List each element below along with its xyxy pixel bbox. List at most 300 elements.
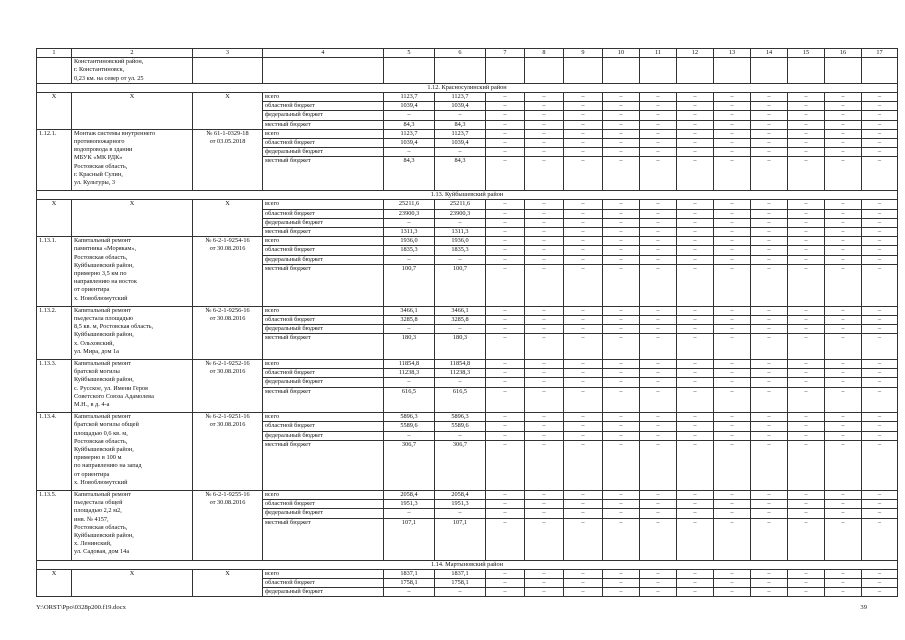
amount-cell: – (862, 120, 898, 129)
funding-source: всего (263, 129, 384, 138)
amount-cell: – (714, 209, 751, 218)
amount-cell: – (714, 148, 751, 157)
amount-year: 11854,8 (435, 360, 486, 369)
item-number: 1.13.5. (37, 491, 72, 561)
amount-cell: – (825, 209, 862, 218)
amount-cell: – (825, 422, 862, 431)
amount-cell: – (751, 93, 788, 102)
funding-source: всего (263, 569, 384, 578)
amount-cell: – (825, 111, 862, 120)
amount-cell: – (486, 387, 525, 413)
amount-cell: – (525, 93, 564, 102)
amount-total: – (384, 588, 435, 597)
amount-cell: – (486, 237, 525, 246)
section-title: 1.14. Мартыновский район (37, 560, 898, 569)
header-cell: 10 (603, 49, 640, 58)
object-name: Капитальный ремонт памятника «Морякам», Ростовская область, Куйбышевский район, примерно 3,5 км по направлению на восток от ориентира х. Новоблюмутский (72, 237, 193, 307)
amount-cell: – (788, 579, 825, 588)
amount-year: – (435, 378, 486, 387)
amount-cell: – (751, 422, 788, 431)
item-number (37, 58, 72, 84)
funding-source: федеральный бюджет (263, 588, 384, 597)
amount-cell: – (525, 422, 564, 431)
amount-cell: – (751, 218, 788, 227)
funding-source: областной бюджет (263, 102, 384, 111)
amount-cell: – (486, 111, 525, 120)
amount-cell: – (640, 148, 677, 157)
amount-cell: – (862, 157, 898, 191)
amount-cell: – (525, 387, 564, 413)
amount-cell: – (751, 139, 788, 148)
amount-year: 1039,4 (435, 102, 486, 111)
funding-source: всего (263, 491, 384, 500)
item-number: Х (37, 569, 72, 597)
amount-cell: – (603, 306, 640, 315)
amount-total (384, 58, 435, 84)
header-cell: 3 (193, 49, 263, 58)
amount-cell (564, 58, 603, 84)
header-cell: 15 (788, 49, 825, 58)
amount-cell: – (788, 500, 825, 509)
amount-year: 107,1 (435, 518, 486, 560)
amount-cell: – (564, 569, 603, 578)
amount-cell: – (603, 334, 640, 360)
amount-cell: – (714, 431, 751, 440)
amount-cell: – (825, 246, 862, 255)
amount-cell: – (751, 111, 788, 120)
amount-cell: – (525, 148, 564, 157)
amount-cell: – (640, 500, 677, 509)
amount-cell: – (862, 500, 898, 509)
amount-cell: – (825, 360, 862, 369)
amount-cell: – (640, 387, 677, 413)
amount-cell: – (825, 369, 862, 378)
amount-total: 100,7 (384, 264, 435, 306)
amount-cell: – (714, 509, 751, 518)
amount-cell: – (564, 369, 603, 378)
funding-source: местный бюджет (263, 228, 384, 237)
amount-cell: – (862, 228, 898, 237)
amount-cell: – (677, 500, 714, 509)
amount-cell: – (486, 588, 525, 597)
amount-cell: – (714, 518, 751, 560)
amount-cell: – (825, 325, 862, 334)
amount-cell: – (825, 334, 862, 360)
amount-cell: – (525, 120, 564, 129)
amount-cell: – (788, 431, 825, 440)
amount-cell: – (564, 579, 603, 588)
amount-cell (751, 58, 788, 84)
amount-cell: – (751, 102, 788, 111)
amount-cell: – (525, 413, 564, 422)
table-row (37, 491, 898, 500)
table-row (37, 569, 898, 578)
amount-total: 23900,3 (384, 209, 435, 218)
amount-cell: – (825, 316, 862, 325)
amount-total: 84,3 (384, 120, 435, 129)
amount-cell: – (640, 228, 677, 237)
amount-cell: – (603, 139, 640, 148)
amount-cell: – (486, 360, 525, 369)
amount-cell: – (677, 139, 714, 148)
amount-cell: – (751, 440, 788, 490)
amount-cell: – (525, 264, 564, 306)
amount-cell: – (677, 422, 714, 431)
document-number: № 61-1-0329-18 от 03.05.2018 (193, 129, 263, 190)
budget-table-sheet (36, 48, 883, 597)
amount-cell: – (525, 306, 564, 315)
amount-cell: – (751, 369, 788, 378)
document-number: № 6-2-1-9255-16 от 30.08.2016 (193, 491, 263, 561)
header-cell: 9 (564, 49, 603, 58)
amount-cell: – (564, 237, 603, 246)
amount-cell: – (714, 264, 751, 306)
header-cell: 5 (384, 49, 435, 58)
amount-cell: – (525, 111, 564, 120)
amount-cell: – (525, 569, 564, 578)
amount-cell: – (862, 148, 898, 157)
document-number: Х (193, 93, 263, 130)
amount-cell: – (525, 237, 564, 246)
amount-cell: – (788, 102, 825, 111)
amount-cell: – (640, 200, 677, 209)
header-cell: 12 (677, 49, 714, 58)
amount-cell: – (525, 378, 564, 387)
amount-year: – (435, 111, 486, 120)
amount-cell: – (486, 518, 525, 560)
object-name: Х (72, 569, 193, 597)
amount-cell: – (640, 120, 677, 129)
amount-cell: – (603, 129, 640, 138)
amount-cell: – (677, 491, 714, 500)
amount-cell: – (564, 440, 603, 490)
amount-cell: – (862, 334, 898, 360)
amount-cell: – (751, 387, 788, 413)
amount-cell: – (825, 157, 862, 191)
amount-cell: – (564, 518, 603, 560)
amount-cell: – (751, 120, 788, 129)
amount-cell: – (603, 209, 640, 218)
amount-cell: – (525, 325, 564, 334)
amount-cell: – (486, 246, 525, 255)
amount-year: – (435, 218, 486, 227)
amount-cell: – (564, 218, 603, 227)
document-number: Х (193, 569, 263, 597)
amount-cell: – (564, 139, 603, 148)
document-number (193, 58, 263, 84)
amount-year: 616,5 (435, 387, 486, 413)
amount-cell: – (486, 440, 525, 490)
amount-cell: – (751, 569, 788, 578)
item-number: 1.13.4. (37, 413, 72, 491)
amount-cell: – (564, 387, 603, 413)
amount-cell: – (862, 237, 898, 246)
amount-total: 1311,3 (384, 228, 435, 237)
amount-cell: – (525, 579, 564, 588)
amount-year: 25211,6 (435, 200, 486, 209)
amount-cell: – (486, 255, 525, 264)
amount-cell: – (788, 387, 825, 413)
document-number: № 6-2-1-9254-16 от 30.08.2016 (193, 237, 263, 307)
amount-cell: – (751, 378, 788, 387)
amount-cell: – (825, 102, 862, 111)
amount-year: 3285,8 (435, 316, 486, 325)
funding-source: всего (263, 93, 384, 102)
amount-total: 1123,7 (384, 129, 435, 138)
section-row (37, 83, 898, 92)
amount-cell: – (525, 509, 564, 518)
amount-cell: – (862, 360, 898, 369)
amount-cell: – (603, 148, 640, 157)
amount-cell: – (862, 431, 898, 440)
amount-cell: – (788, 255, 825, 264)
object-name: Капитальный ремонт братской могилы общей площадью 0,6 кв. м, Ростовская область, Куйбышевский район, примерно в 100 м по направлению на запад от ориентира х. Новоблюмутский (72, 413, 193, 491)
amount-cell: – (640, 255, 677, 264)
funding-source: местный бюджет (263, 440, 384, 490)
amount-cell: – (640, 579, 677, 588)
amount-cell: – (677, 588, 714, 597)
section-row (37, 191, 898, 200)
amount-cell: – (825, 264, 862, 306)
amount-cell: – (677, 209, 714, 218)
amount-cell: – (486, 139, 525, 148)
amount-cell: – (714, 139, 751, 148)
amount-cell: – (640, 157, 677, 191)
amount-cell: – (564, 200, 603, 209)
amount-total: 11854,8 (384, 360, 435, 369)
header-cell: 1 (37, 49, 72, 58)
section-row (37, 560, 898, 569)
amount-total: 1039,4 (384, 139, 435, 148)
amount-cell: – (788, 334, 825, 360)
item-number: 1.12.1. (37, 129, 72, 190)
amount-cell: – (564, 500, 603, 509)
amount-cell: – (640, 431, 677, 440)
amount-cell: – (603, 579, 640, 588)
amount-cell: – (825, 518, 862, 560)
document-number: № 6-2-1-9252-16 от 30.08.2016 (193, 360, 263, 413)
amount-cell: – (486, 209, 525, 218)
amount-cell: – (788, 306, 825, 315)
amount-cell: – (825, 378, 862, 387)
amount-total: 1835,3 (384, 246, 435, 255)
amount-cell: – (714, 200, 751, 209)
amount-cell: – (603, 200, 640, 209)
section-title: 1.12. Красносулинский район (37, 83, 898, 92)
amount-cell: – (751, 237, 788, 246)
amount-cell: – (640, 139, 677, 148)
funding-source: федеральный бюджет (263, 431, 384, 440)
amount-cell (640, 58, 677, 84)
funding-source: всего (263, 360, 384, 369)
amount-cell: – (714, 228, 751, 237)
amount-cell: – (677, 413, 714, 422)
table-row (37, 58, 898, 84)
amount-cell: – (751, 518, 788, 560)
amount-year: – (435, 509, 486, 518)
amount-cell: – (564, 378, 603, 387)
table-row (37, 93, 898, 102)
budget-table (36, 48, 898, 597)
amount-cell: – (486, 93, 525, 102)
amount-cell: – (525, 209, 564, 218)
amount-cell: – (677, 102, 714, 111)
amount-cell: – (862, 518, 898, 560)
header-cell: 8 (525, 49, 564, 58)
amount-cell: – (564, 588, 603, 597)
funding-source: федеральный бюджет (263, 111, 384, 120)
object-name: Константиновский район, г. Константиновск, 0,23 км. на север от ул. 25 (72, 58, 193, 84)
amount-cell: – (486, 491, 525, 500)
amount-cell: – (788, 93, 825, 102)
amount-cell: – (564, 148, 603, 157)
amount-cell: – (486, 157, 525, 191)
amount-cell: – (640, 518, 677, 560)
amount-cell: – (862, 387, 898, 413)
document-file-path: Y:\ORST\Ppo\0328p200.f19.docx (36, 604, 126, 611)
amount-cell: – (714, 218, 751, 227)
amount-total: 616,5 (384, 387, 435, 413)
amount-total: – (384, 111, 435, 120)
funding-source: областной бюджет (263, 209, 384, 218)
funding-source: федеральный бюджет (263, 325, 384, 334)
amount-cell: – (714, 93, 751, 102)
amount-total: 2058,4 (384, 491, 435, 500)
amount-year: – (435, 431, 486, 440)
amount-cell: – (862, 509, 898, 518)
amount-cell: – (486, 579, 525, 588)
amount-cell: – (525, 218, 564, 227)
amount-cell: – (714, 255, 751, 264)
amount-cell: – (751, 360, 788, 369)
funding-source: федеральный бюджет (263, 148, 384, 157)
amount-total: 5896,3 (384, 413, 435, 422)
amount-cell: – (603, 325, 640, 334)
amount-cell: – (862, 588, 898, 597)
amount-cell: – (862, 139, 898, 148)
amount-cell: – (486, 129, 525, 138)
amount-cell: – (714, 569, 751, 578)
amount-cell (714, 58, 751, 84)
amount-cell: – (603, 228, 640, 237)
amount-cell: – (564, 129, 603, 138)
amount-cell: – (788, 218, 825, 227)
amount-cell: – (603, 93, 640, 102)
amount-cell: – (862, 422, 898, 431)
amount-cell: – (751, 588, 788, 597)
amount-total: 107,1 (384, 518, 435, 560)
funding-source: областной бюджет (263, 369, 384, 378)
amount-cell: – (751, 491, 788, 500)
amount-year: 2058,4 (435, 491, 486, 500)
amount-cell: – (862, 264, 898, 306)
amount-cell: – (486, 306, 525, 315)
amount-cell: – (486, 228, 525, 237)
amount-cell: – (525, 431, 564, 440)
amount-cell: – (525, 369, 564, 378)
amount-cell: – (640, 325, 677, 334)
amount-cell: – (677, 157, 714, 191)
amount-year: 23900,3 (435, 209, 486, 218)
amount-total: – (384, 378, 435, 387)
amount-cell (525, 58, 564, 84)
amount-cell: – (862, 200, 898, 209)
amount-cell: – (788, 413, 825, 422)
amount-cell: – (677, 111, 714, 120)
amount-cell: – (677, 228, 714, 237)
amount-year: 306,7 (435, 440, 486, 490)
funding-source: местный бюджет (263, 518, 384, 560)
funding-source: местный бюджет (263, 264, 384, 306)
amount-total: – (384, 218, 435, 227)
amount-total: 3285,8 (384, 316, 435, 325)
amount-cell: – (862, 369, 898, 378)
funding-source: всего (263, 413, 384, 422)
amount-cell: – (751, 316, 788, 325)
amount-total: 11238,3 (384, 369, 435, 378)
page-number: 39 (860, 604, 867, 611)
amount-cell: – (564, 431, 603, 440)
funding-source: всего (263, 306, 384, 315)
amount-cell: – (788, 569, 825, 578)
amount-cell: – (788, 237, 825, 246)
amount-cell: – (825, 579, 862, 588)
amount-total: 306,7 (384, 440, 435, 490)
amount-cell: – (714, 157, 751, 191)
amount-cell: – (603, 237, 640, 246)
amount-cell: – (862, 218, 898, 227)
amount-cell: – (862, 378, 898, 387)
amount-cell: – (564, 246, 603, 255)
amount-cell: – (525, 139, 564, 148)
amount-cell: – (714, 246, 751, 255)
amount-cell: – (525, 255, 564, 264)
amount-cell: – (788, 369, 825, 378)
amount-cell: – (751, 264, 788, 306)
funding-source: местный бюджет (263, 157, 384, 191)
amount-cell: – (677, 93, 714, 102)
amount-cell: – (564, 102, 603, 111)
amount-cell: – (603, 316, 640, 325)
funding-source: областной бюджет (263, 500, 384, 509)
amount-year: 1835,3 (435, 246, 486, 255)
amount-cell: – (603, 431, 640, 440)
funding-source: федеральный бюджет (263, 509, 384, 518)
amount-cell: – (564, 93, 603, 102)
amount-cell (825, 58, 862, 84)
amount-cell: – (564, 209, 603, 218)
amount-cell: – (640, 102, 677, 111)
amount-total: 25211,6 (384, 200, 435, 209)
amount-cell: – (788, 200, 825, 209)
amount-cell: – (564, 111, 603, 120)
amount-cell: – (825, 387, 862, 413)
amount-year: – (435, 148, 486, 157)
amount-cell: – (825, 93, 862, 102)
amount-cell: – (564, 325, 603, 334)
amount-cell: – (825, 200, 862, 209)
amount-cell: – (788, 325, 825, 334)
amount-cell: – (603, 491, 640, 500)
amount-cell: – (788, 111, 825, 120)
amount-cell: – (486, 218, 525, 227)
amount-cell: – (825, 588, 862, 597)
funding-source: местный бюджет (263, 120, 384, 129)
amount-cell (788, 58, 825, 84)
funding-source: местный бюджет (263, 334, 384, 360)
amount-cell: – (862, 579, 898, 588)
amount-cell: – (640, 237, 677, 246)
